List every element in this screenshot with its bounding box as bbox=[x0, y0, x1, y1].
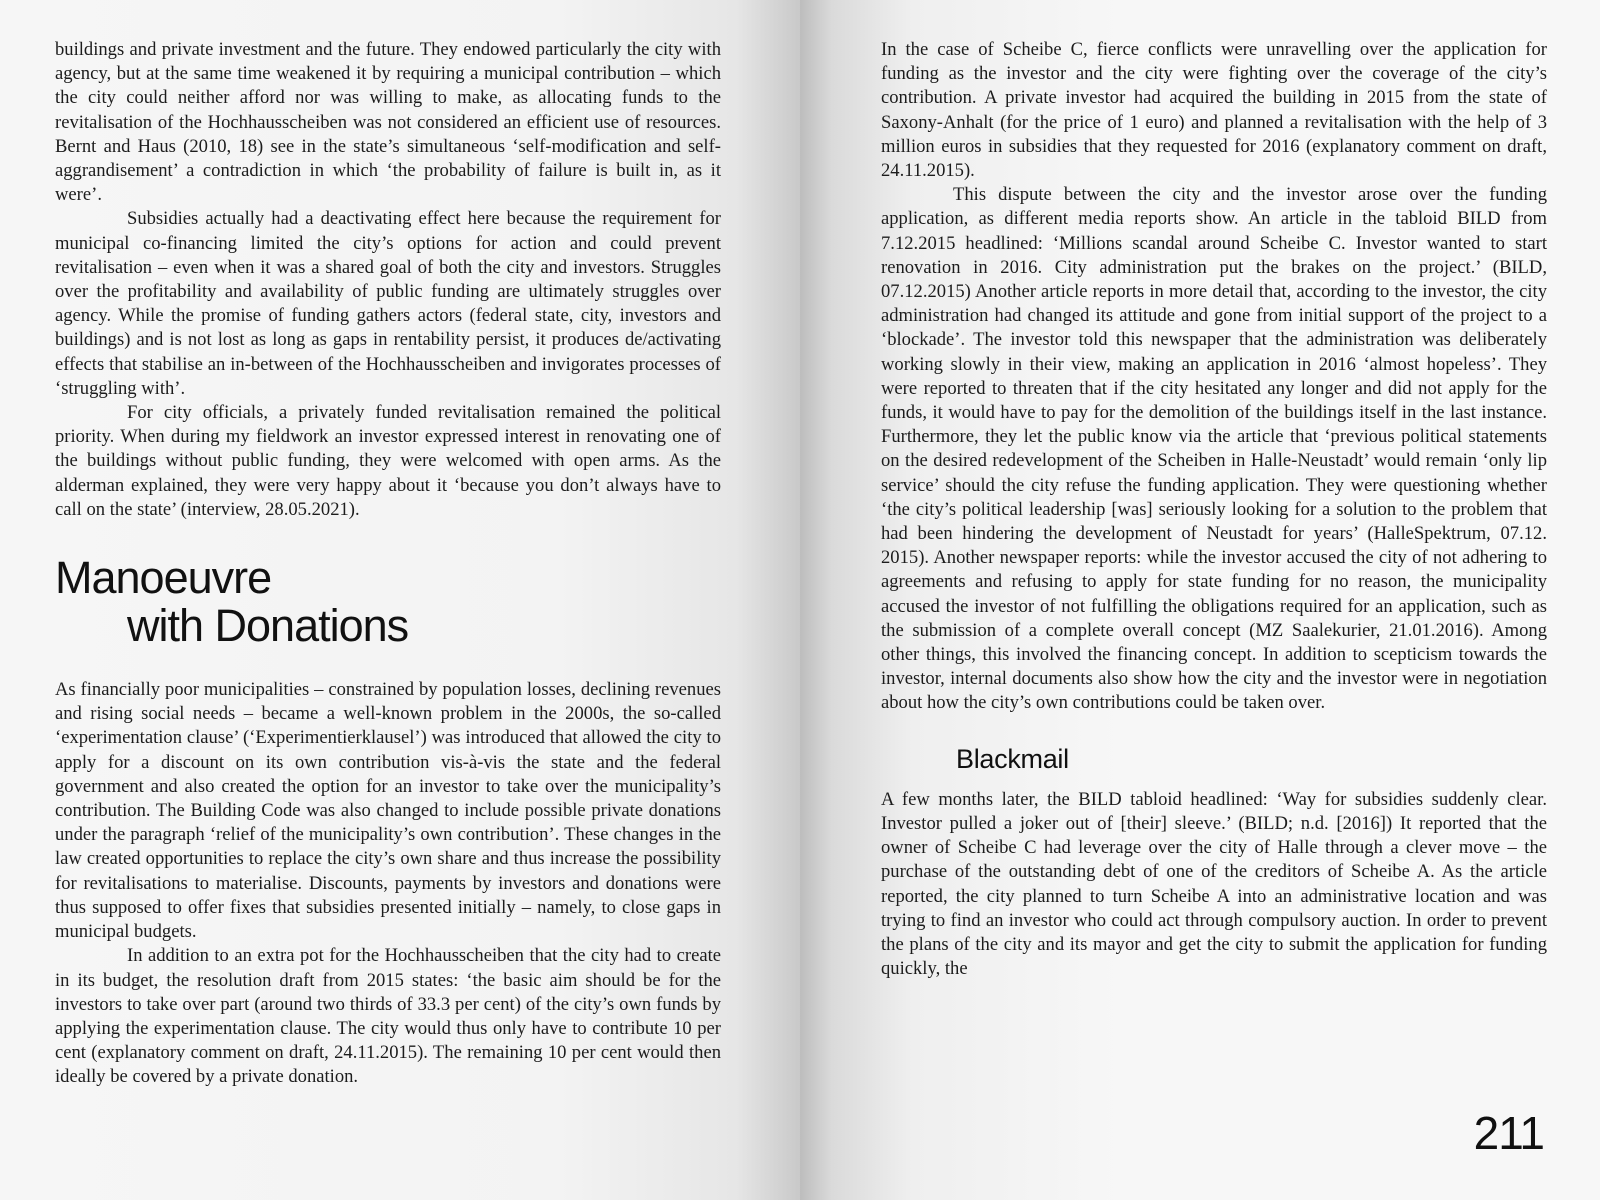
section-heading-line-1: Manoeuvre bbox=[55, 552, 272, 604]
body-paragraph: In addition to an extra pot for the Hochhausscheiben that the city had to create in its budget, the resolution draft from 2015 states: ‘the basic aim should be for the investors to take over part (around two thirds of 33.3 per cent) of the city’s own funds by applying the experimentation clause. The city would thus only have to contribute 10 per cent (explanatory comment on draft, 24.11.2015). The remaining 10 per cent would then ideally be covered by a private donation. bbox=[55, 945, 721, 1088]
body-paragraph: This dispute between the city and the investor arose over the funding application, as different media reports show. An article in the tabloid BILD from 7.12.2015 headlined: ‘Millions scandal around Scheibe C. Investor wanted to start renovation in 2016. City administration put the brakes on the project.’ (BILD, 07.12.2015) Another article reports in more detail that, according to the investor, the city administration had changed its attitude and gone from initial support of the project to a ‘blockade’. The investor told this newspaper that the administration was deliberately working slowly in their view, making an application in 2016 ‘almost hopeless’. They were reported to threaten that if the city hesitated any longer and did not apply for the funds, it would have to pay for the demolition of the buildings itself in the last instance. Furthermore, they let the public know via the article that ‘previous political statements on the desired redevelopment of the Scheiben in Halle-Neustadt’ would remain ‘only lip service’ should the city refuse the funding application. They were questioning whether ‘the city’s political leadership [was] seriously looking for a solution to the problem that had been hindering the development of Neustadt for years’ (HalleSpektrum, 07.12. 2015). Another newspaper reports: while the investor accused the city of not adhering to agreements and refusing to apply for state funding for no reason, the municipality accused the investor of not fulfilling the obligations required for an application, such as the submission of a complete overall concept (MZ Saalekurier, 21.01.2016). Among other things, this involved the financing concept. In addition to scepticism towards the investor, internal documents also show how the city and the investor were in negotiation about how the city’s own contributions could be taken over. bbox=[881, 184, 1547, 714]
body-paragraph: Subsidies actually had a deactivating effect here because the requirement for municipal co-financing limited the city’s options for action and could prevent revitalisation – even when it was a shared goal of both the city and investors. Struggles over the profitability and availability of public funding are ultimately struggles over agency. While the promise of funding gathers actors (federal state, city, investors and buildings) and is not lost as long as gaps in rentability persist, it produces de/activating effects that stabilise an in-between of the Hochhausscheiben and invigorates processes of ‘struggling with’. bbox=[55, 208, 721, 399]
right-page bbox=[800, 0, 1600, 1200]
page-number: 211 bbox=[1473, 1107, 1544, 1159]
right-text-column bbox=[881, 38, 1547, 981]
subsection-heading: Blackmail bbox=[956, 743, 1069, 774]
body-paragraph: As financially poor municipalities – constrained by population losses, declining revenues and rising social needs – became a well-known problem in the 2000s, the so-called ‘experimentation clause’ (‘Experimentierklausel’) was introduced that allowed the city to apply for a discount on its own contribution vis-à-vis the state and the federal government and also created the option for an investor to take over the municipality’s contribution. The Building Code was also changed to include possible private donations under the paragraph ‘relief of the municipality’s own contribution’. These changes in the law created opportunities to replace the city’s own share and thus increase the possibility for revitalisations to materialise. Discounts, payments by investors and donations were thus supposed to offer fixes that subsidies presented initially – namely, to close gaps in municipal budgets. bbox=[55, 679, 721, 943]
section-heading bbox=[55, 554, 721, 650]
section-heading-line-2: with Donations bbox=[127, 600, 409, 652]
body-paragraph: buildings and private investment and the future. They endowed particularly the city with agency, but at the same time weakened it by requiring a municipal contribution – which the city could neither afford nor was willing to make, as allocating funds to the revitalisation of the Hochhausscheiben was not considered an efficient use of resources. Bernt and Haus (2010, 18) see in the state’s simultaneous ‘self-modification and self-aggrandisement’ a contradiction in which ‘the probability of failure is built in, as it were’. bbox=[55, 39, 721, 206]
left-text-column bbox=[55, 38, 721, 1090]
body-paragraph: A few months later, the BILD tabloid headlined: ‘Way for subsidies suddenly clear. Investor pulled a joker out of [their] sleeve.’ (BILD; n.d. [2016]) It reported that the owner of Scheibe C had leverage over the city of Halle through a clever move – the purchase of the outstanding debt of one of the creditors of Scheibe A. As the article reported, the city planned to turn Scheibe A into an administrative location and was trying to find an investor who could act through compulsory auction. In order to prevent the plans of the city and its mayor and get the city to submit the application for funding quickly, the bbox=[881, 788, 1547, 980]
body-paragraph: For city officials, a privately funded revitalisation remained the political priority. When during my fieldwork an investor expressed interest in renovating one of the buildings without public funding, they were welcomed with open arms. As the alderman explained, they were very happy about it ‘because you don’t always have to call on the state’ (interview, 28.05.2021). bbox=[55, 402, 721, 520]
body-paragraph: In the case of Scheibe C, fierce conflicts were unravelling over the application for funding as the investor and the city were fighting over the coverage of the city’s contribution. A private investor had acquired the building in 2015 from the state of Saxony-Anhalt (for the price of 1 euro) and planned a revitalisation with the help of 3 million euros in subsidies that they requested for 2016 (explanatory comment on draft, 24.11.2015). bbox=[881, 39, 1547, 182]
